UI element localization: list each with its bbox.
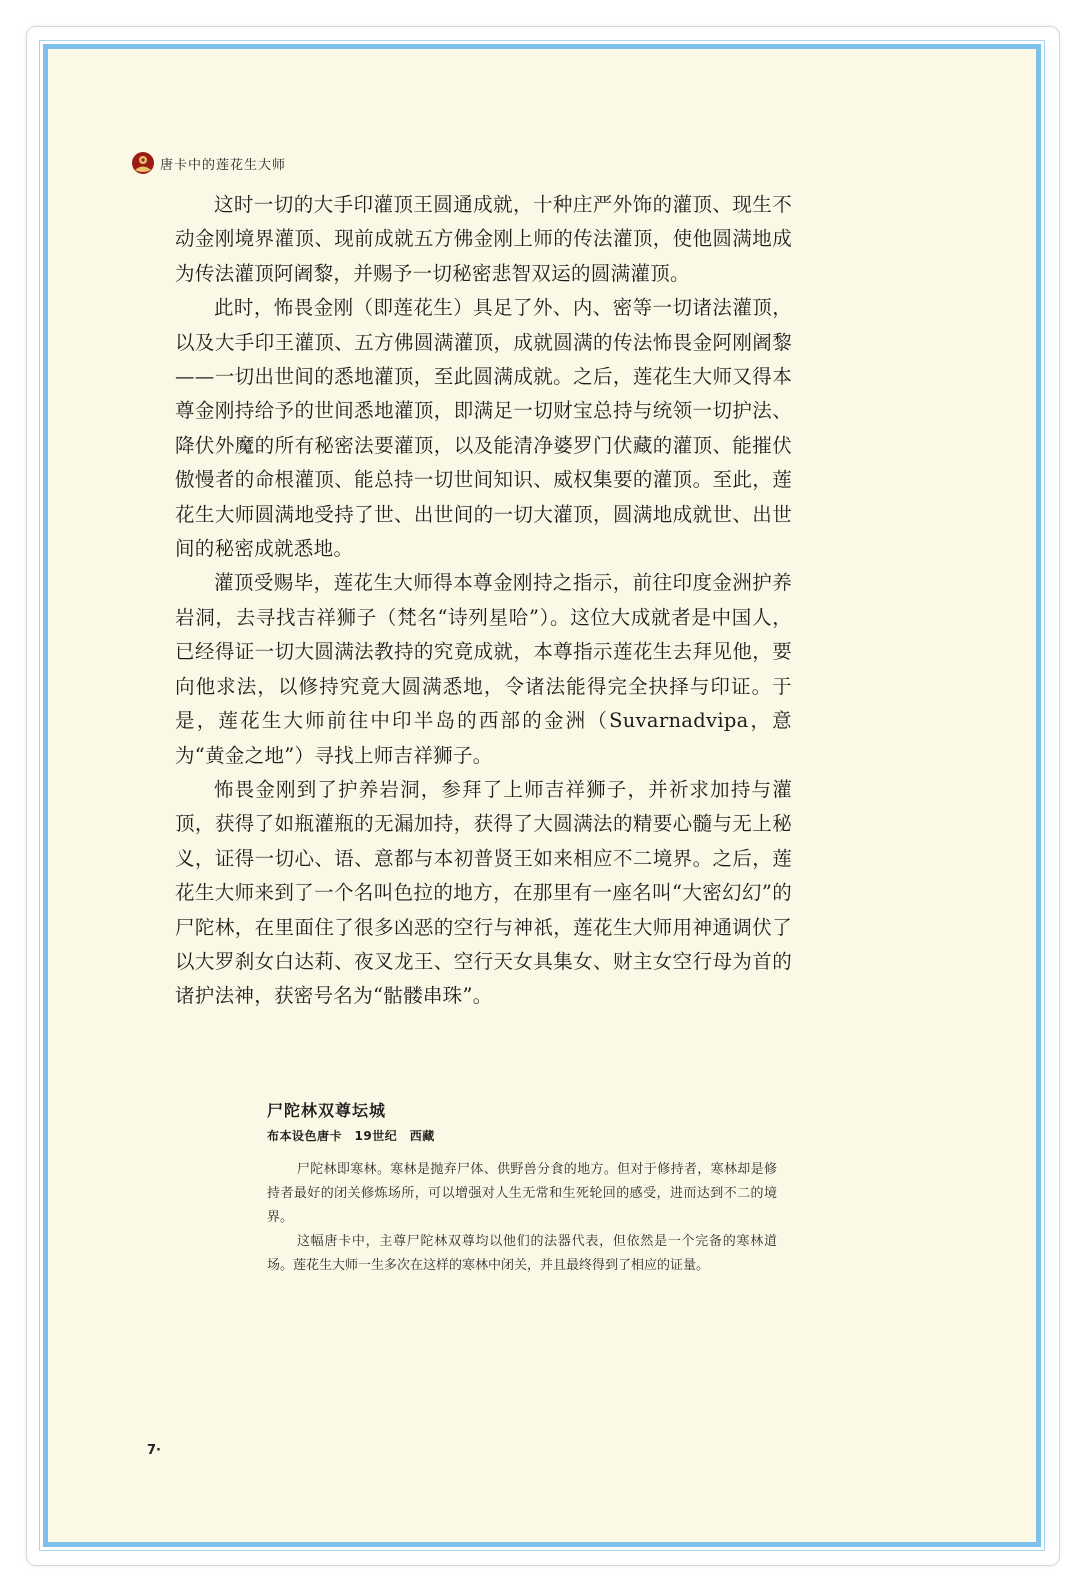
caption-paragraph: 尸陀林即寒林。寒林是抛弃尸体、供野兽分食的地方。但对于修持者，寒林却是修持者最好的闭关修炼场所，可以增强对人生无常和生死轮回的感受，进而达到不二的境界。 xyxy=(267,1162,777,1225)
body-paragraph: 怖畏金刚到了护养岩洞，参拜了上师吉祥狮子，并祈求加持与灌顶，获得了如瓶灌瓶的无漏加持，获得了大圆满法的精要心髓与无上秘义，证得一切心、语、意都与本初普贤王如来相应不二境界。之后，莲花生大师来到了一个名叫色拉的地方，在那里有一座名叫“大密幻幻”的尸陀林，在里面住了很多凶恶的空行与神祇，莲花生大师用神通调伏了以大罗刹女白达莉、夜叉龙王、空行天女具集女、财主女空行母为首的诸护法神，获密号名为“骷髅串珠”。 xyxy=(175,777,792,1008)
caption-paragraph: 这幅唐卡中，主尊尸陀林双尊均以他们的法器代表，但依然是一个完备的寒林道场。莲花生大师一生多次在这样的寒林中闭关，并且最终得到了相应的证量。 xyxy=(267,1234,777,1273)
page-number: 7· xyxy=(147,1443,161,1458)
running-header xyxy=(130,148,286,178)
lotus-deity-emblem-icon xyxy=(130,150,156,176)
image-caption xyxy=(267,1098,777,1278)
body-paragraph: 此时，怖畏金刚（即莲花生）具足了外、内、密等一切诸法灌顶，以及大手印王灌顶、五方佛圆满灌顶，成就圆满的传法怖畏金阿刚阇黎——一切出世间的悉地灌顶，至此圆满成就。之后，莲花生大师又得本尊金刚持给予的世间悉地灌顶，即满足一切财宝总持与统领一切护法、降伏外魔的所有秘密法要灌顶，以及能清净婆罗门伏藏的灌顶、能摧伏傲慢者的命根灌顶、能总持一切世间知识、威权集要的灌顶。至此，莲花生大师圆满地受持了世、出世间的一切大灌顶，圆满地成就世、出世间的秘密成就悉地。 xyxy=(175,296,792,561)
caption-subtitle: 布本设色唐卡 19世纪 西藏 xyxy=(267,1129,435,1143)
header-title: 唐卡中的莲花生大师 xyxy=(160,157,287,173)
caption-title: 尸陀林双尊坛城 xyxy=(267,1101,387,1120)
body-paragraph: 灌顶受赐毕，莲花生大师得本尊金刚持之指示，前往印度金洲护养岩洞，去寻找吉祥狮子（梵名“诗列星哈”）。这位大成就者是中国人，已经得证一切大圆满法教持的究竟成就，本尊指示莲花生去拜见他，要向他求法，以修持究竟大圆满悉地，令诸法能得完全抉择与印证。于是，莲花生大师前往中印半岛的西部的金洲（Suvarnadvipa，意为“黄金之地”）寻找上师吉祥狮子。 xyxy=(175,571,792,767)
body-paragraph: 这时一切的大手印灌顶王圆通成就，十种庄严外饰的灌顶、现生不动金刚境界灌顶、现前成就五方佛金刚上师的传法灌顶，使他圆满地成为传法灌顶阿阇黎，并赐予一切秘密悲智双运的圆满灌顶。 xyxy=(175,193,792,285)
main-body-text xyxy=(175,188,792,1014)
